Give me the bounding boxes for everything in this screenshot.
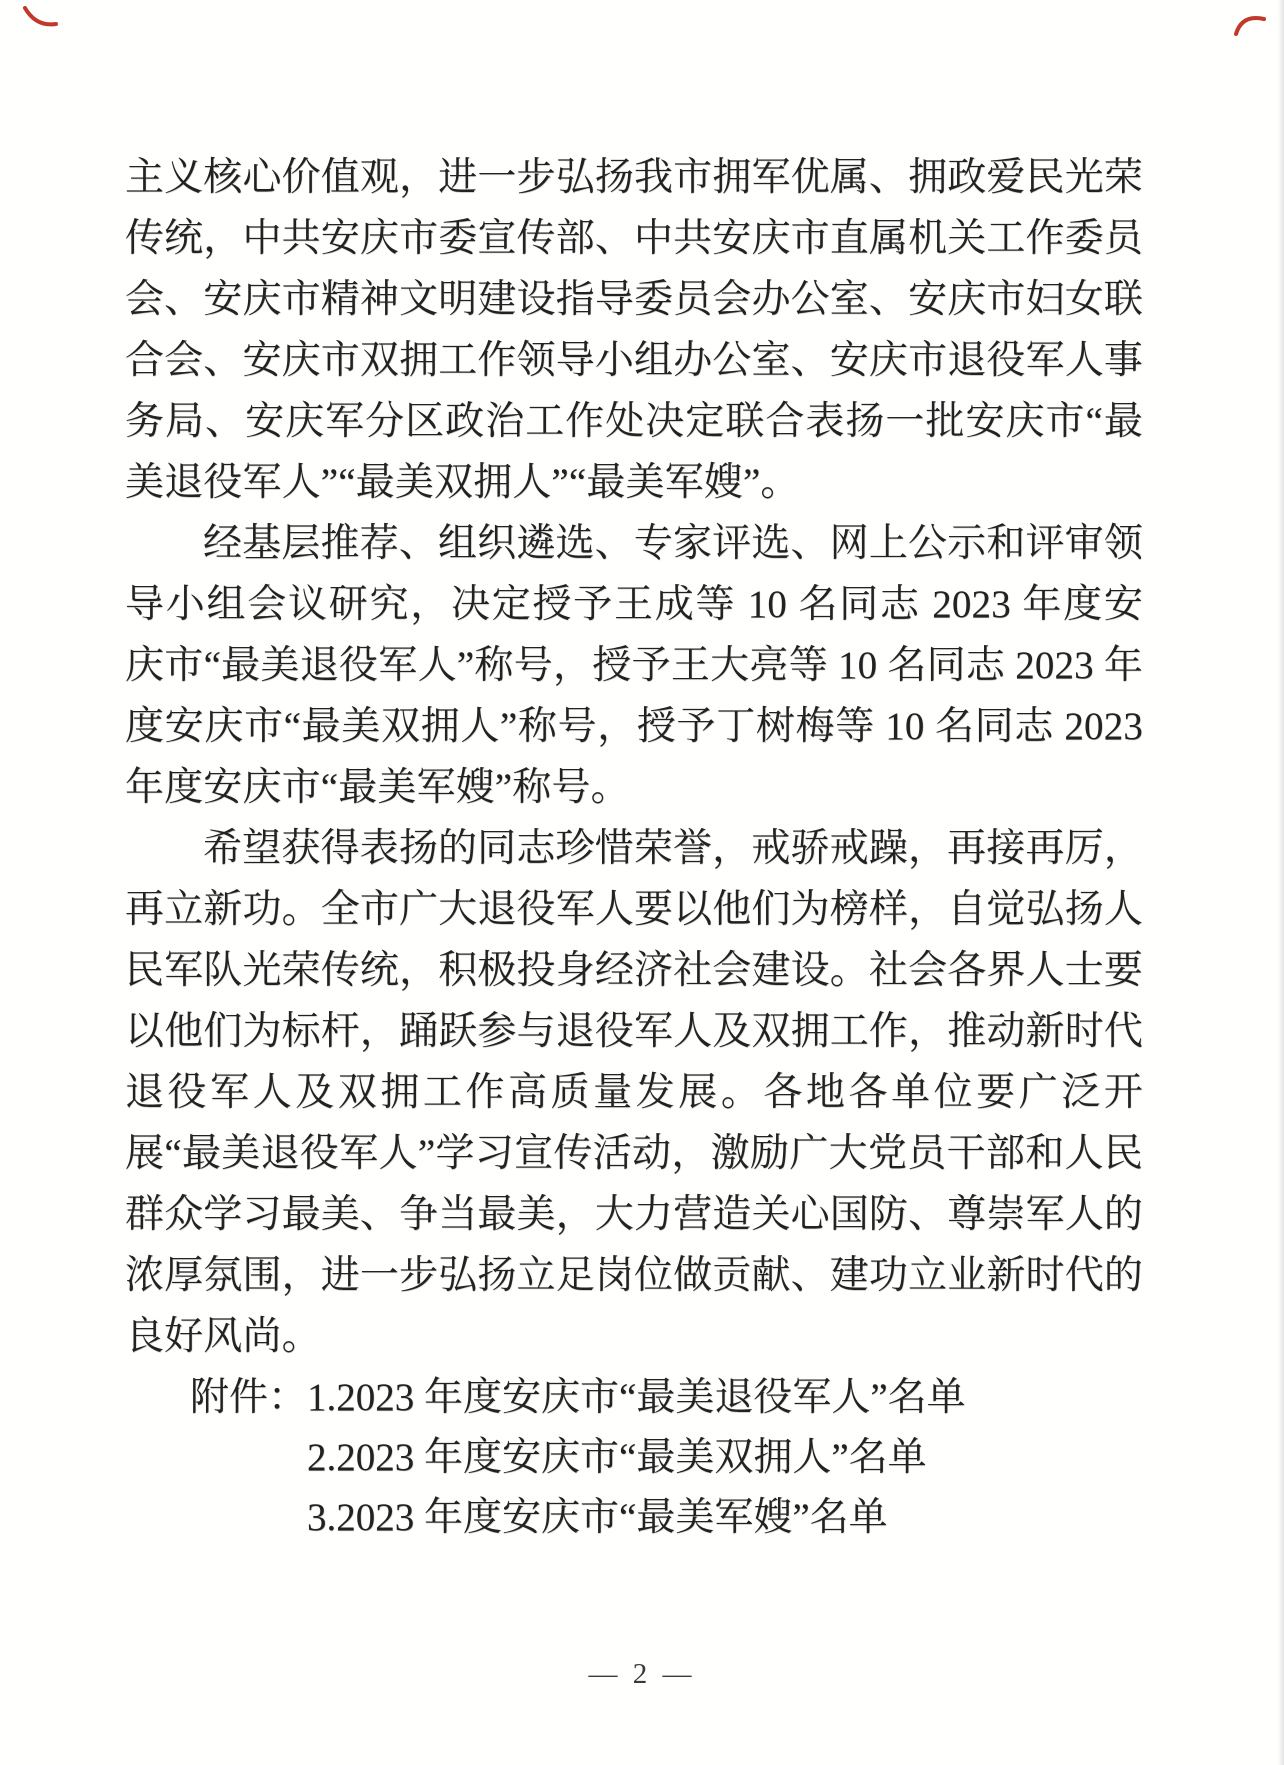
scan-edge-shadow: [1278, 0, 1284, 1765]
attachments-label: 附件：: [190, 1376, 308, 1419]
body-paragraph: 希望获得表扬的同志珍惜荣誉，戒骄戒躁，再接再厉，再立新功。全市广大退役军人要以他们为榜样，自觉弘扬人民军队光荣传统，积极投身经济社会建设。社会各界人士要以他们为标杆，踊跃参与退役军人及双拥工作，推动新时代退役军人及双拥工作高质量发展。各地各单位要广泛开展“最美退役军人”学习宣传活动，激励广大党员干部和人民群众学习最美、争当最美，大力营造关心国防、尊崇军人的浓厚氛围，进一步弘扬立足岗位做贡献、建功立业新时代的良好风尚。: [125, 827, 1143, 1358]
attachment-item: 1.2023 年度安庆市“最美退役军人”名单: [307, 1376, 966, 1419]
body-paragraph: 主义核心价值观，进一步弘扬我市拥军优属、拥政爱民光荣传统，中共安庆市委宣传部、中共安庆市直属机关工作委员会、安庆市精神文明建设指导委员会办公室、安庆市妇女联合会、安庆市双拥工作领导小组办公室、安庆市退役军人事务局、安庆军分区政治工作处决定联合表扬一批安庆市“最美退役军人”“最美双拥人”“最美军嫂”。: [125, 156, 1143, 504]
red-ink-mark-right: [1232, 10, 1270, 42]
attachments-list: [307, 1368, 966, 1548]
page-number: — 2 —: [588, 1658, 696, 1690]
attachment-item: 2.2023 年度安庆市“最美双拥人”名单: [307, 1436, 927, 1479]
red-ink-mark-left: [22, 3, 60, 33]
body-paragraph: 经基层推荐、组织遴选、专家评选、网上公示和评审领导小组会议研究，决定授予王成等 10 名同志 2023 年度安庆市“最美退役军人”称号，授予王大亮等 10 名同志 2023 年度安庆市“最美双拥人”称号，授予丁树梅等 10 名同志 2023 年度安庆市“最美军嫂”称号。: [125, 522, 1143, 809]
attachments-block: [190, 1368, 966, 1548]
document-body: [125, 147, 1143, 1367]
attachment-item: 3.2023 年度安庆市“最美军嫂”名单: [307, 1496, 888, 1539]
